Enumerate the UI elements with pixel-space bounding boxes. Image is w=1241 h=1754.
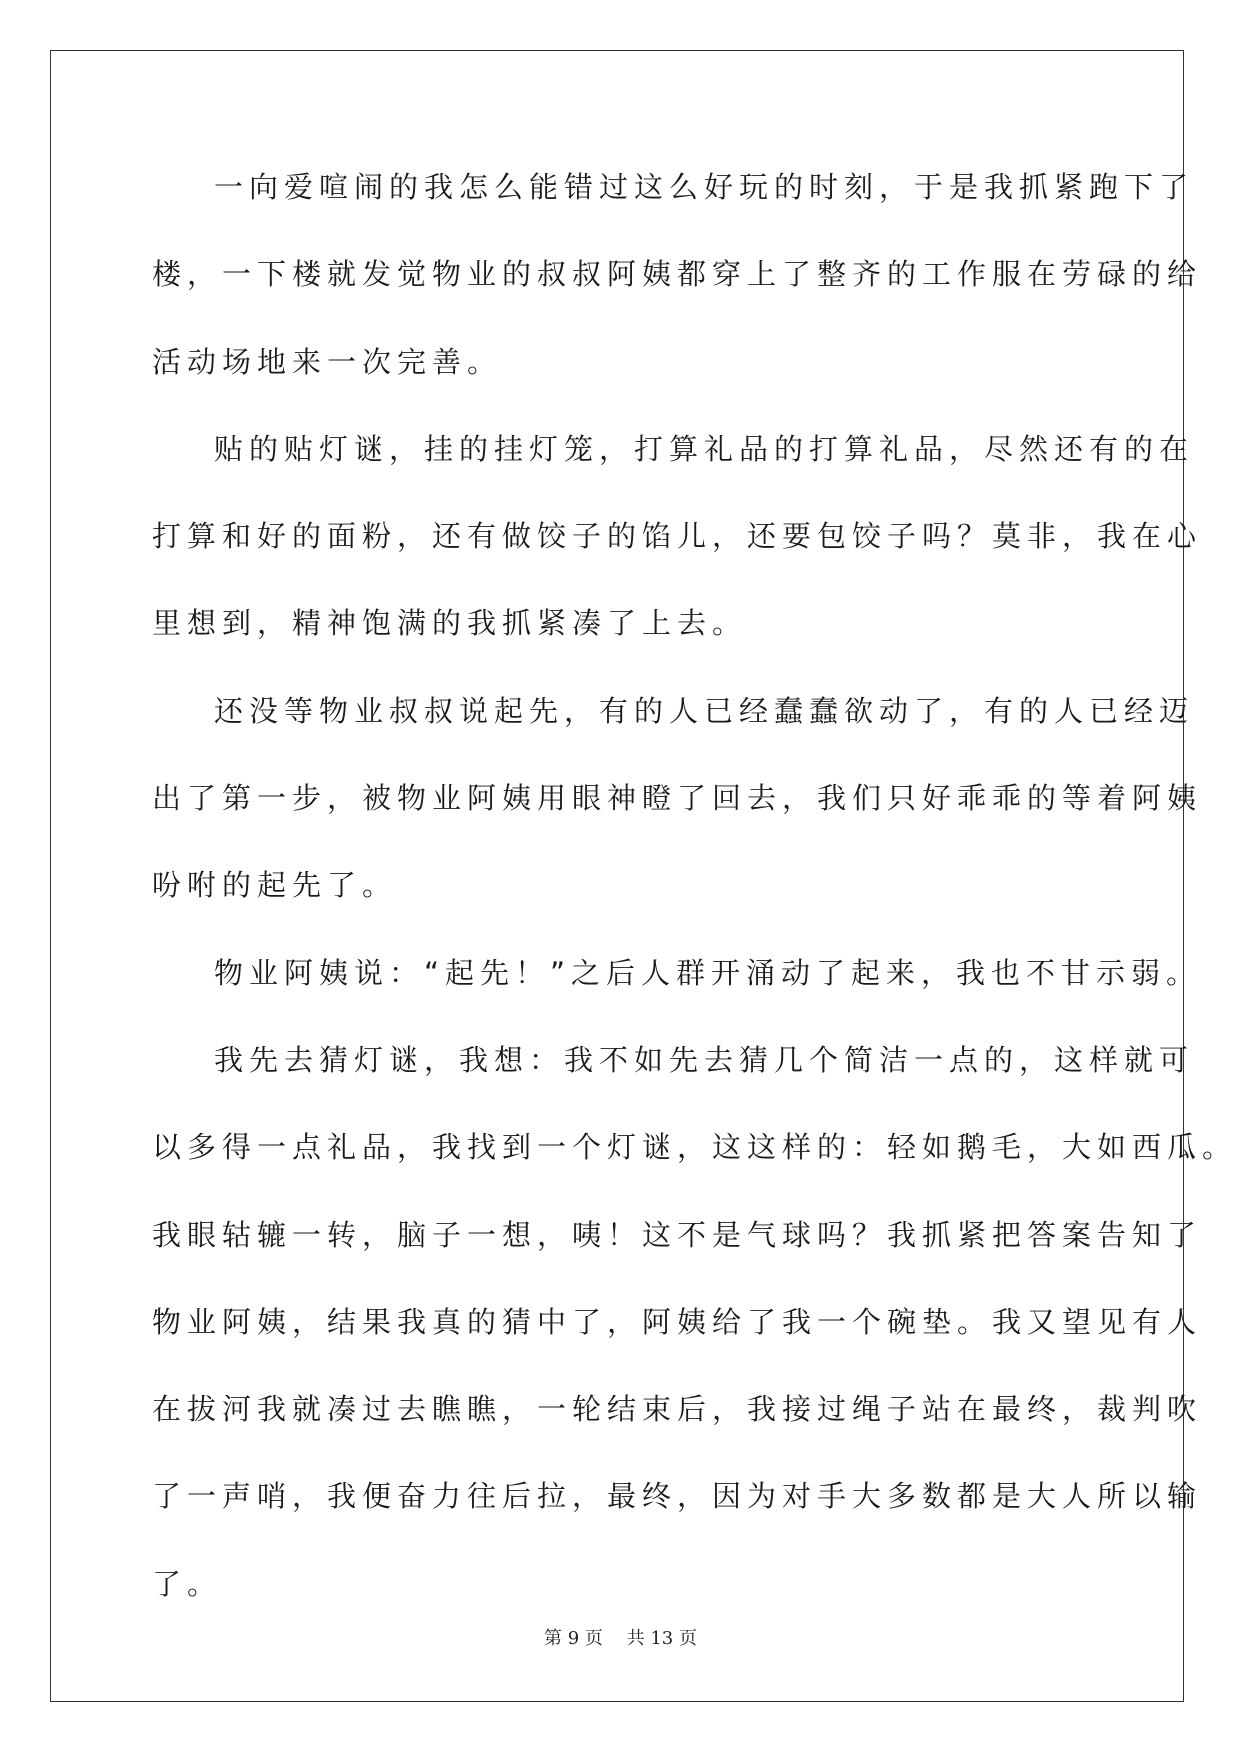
document-body [152,144,1238,1628]
text-line: 吩咐的起先了。 [152,868,398,903]
text-line: 还没等物业叔叔说起先，有的人已经蠢蠢欲动了，有的人已经迈 [214,693,1195,728]
text-line: 楼，一下楼就发觉物业的叔叔阿姨都穿上了整齐的工作服在劳碌的给 [152,257,1203,292]
text-line: 里想到，精神饱满的我抓紧凑了上去。 [152,606,748,641]
text-line: 我眼轱辘一转，脑子一想，咦！这不是气球吗？我抓紧把答案告知了 [152,1217,1203,1252]
text-line: 出了第一步，被物业阿姨用眼神瞪了回去，我们只好乖乖的等着阿姨 [152,781,1203,816]
text-line: 物业阿姨，结果我真的猜中了，阿姨给了我一个碗垫。我又望见有人 [152,1304,1203,1339]
text-line: 了一声哨，我便奋力往后拉，最终，因为对手大多数都是大人所以输 [152,1479,1203,1514]
text-line: 活动场地来一次完善。 [152,344,503,379]
text-line: 贴的贴灯谜，挂的挂灯笼，打算礼品的打算礼品，尽然还有的在 [214,431,1195,466]
text-line: 物业阿姨说：“起先！”之后人群开涌动了起来，我也不甘示弱。 [214,955,1202,990]
text-line: 打算和好的面粉，还有做饺子的馅儿，还要包饺子吗？莫非，我在心 [152,519,1203,554]
text-line: 以多得一点礼品，我找到一个灯谜，这这样的：轻如鹅毛，大如西瓜。 [152,1130,1238,1165]
text-line: 在拔河我就凑过去瞧瞧，一轮结束后，我接过绳子站在最终，裁判吹 [152,1392,1203,1427]
text-line: 了。 [152,1566,223,1601]
text-line: 一向爱喧闹的我怎么能错过这么好玩的时刻，于是我抓紧跑下了 [214,170,1195,204]
text-line: 我先去猜灯谜，我想：我不如先去猜几个简洁一点的，这样就可 [214,1042,1195,1077]
page-number-footer: 第 9 页 共 13 页 [544,1628,697,1649]
